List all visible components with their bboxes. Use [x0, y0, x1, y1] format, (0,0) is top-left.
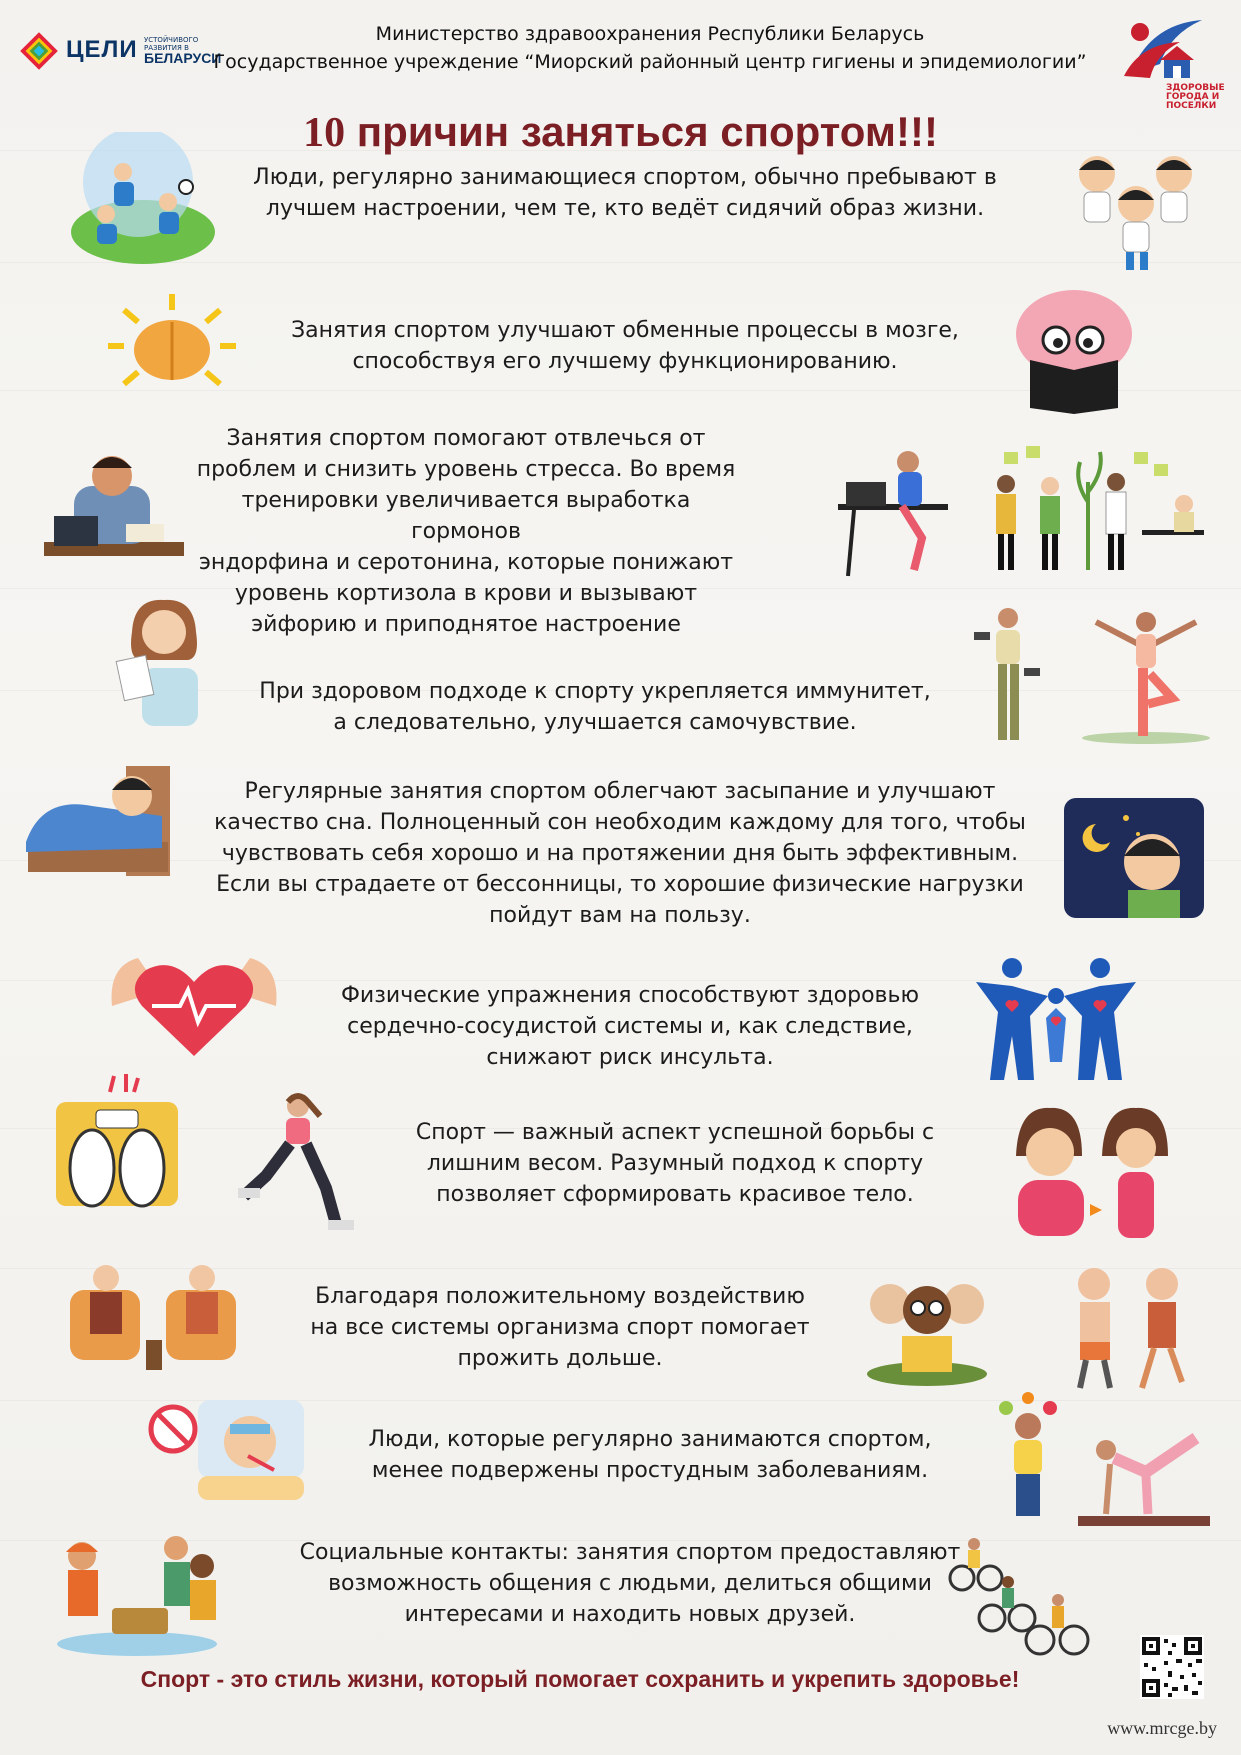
- logo-country: БЕЛАРУСИ: [144, 50, 222, 66]
- reason-1: [230, 162, 1020, 224]
- stressed-man-at-desk-illustration: [44, 446, 184, 570]
- insomnia-person-night-icon: [1064, 798, 1204, 918]
- reason-line: менее подвержены простудным заболеваниям.: [371, 1458, 929, 1483]
- reason-line: чувствовать себя хорошо и на протяжении дня быть эффективным.: [221, 841, 1019, 866]
- logo-small-text: УСТОЙЧИВОГО РАЗВИТИЯ В: [144, 36, 199, 52]
- title-number: 10: [303, 110, 346, 156]
- reason-line: а следовательно, улучшается самочувствие.: [333, 710, 857, 735]
- reason-line: Социальные контакты: занятия спортом предоставляют: [299, 1540, 961, 1565]
- reason-line: уровень кортизола в крови и вызывают: [234, 581, 698, 606]
- elderly-couple-in-armchairs-illustration: [66, 1256, 242, 1376]
- reason-9: [300, 1424, 1000, 1486]
- reason-line: Регулярные занятия спортом облегчают засыпание и улучшают: [244, 779, 996, 804]
- reason-line: лучшем настроении, чем те, кто ведёт сидячий образ жизни.: [265, 196, 985, 221]
- sleeping-boy-in-bed-illustration: [22, 756, 176, 882]
- friends-picnic-illustration: [52, 1526, 222, 1658]
- reason-line: способствуя его лучшему функционированию.: [352, 349, 898, 374]
- reason-3: [186, 423, 746, 640]
- office-team-illustration: [984, 442, 1208, 574]
- family-hearts-icon: [972, 956, 1140, 1080]
- reason-line: При здоровом подходе к спорту укрепляется иммунитет,: [259, 679, 931, 704]
- glowing-brain-icon: [102, 288, 242, 398]
- reason-line: Люди, регулярно занимающиеся спортом, обычно пребывают в: [253, 165, 997, 190]
- title-text: причин заняться спортом!!!: [356, 108, 938, 155]
- reason-5: [180, 776, 1060, 931]
- sdg-wheel-icon: [20, 32, 58, 70]
- reason-6: [280, 980, 980, 1073]
- brain-reading-book-icon: [1008, 286, 1138, 416]
- woman-yoga-plank-illustration: [1076, 1416, 1212, 1528]
- reason-line: сердечно-сосудистой системы и, как следствие,: [347, 1014, 913, 1039]
- healthy-cities-emblem-icon: [1110, 14, 1222, 86]
- qr-code-icon[interactable]: [1140, 1635, 1204, 1699]
- reason-10: [220, 1537, 1040, 1630]
- reason-line: возможность общения с людьми, делиться общими: [328, 1571, 932, 1596]
- weight-loss-before-after-illustration: [1010, 1100, 1174, 1242]
- reason-line: Занятия спортом улучшают обменные процессы в мозге,: [291, 318, 959, 343]
- woman-with-test-result-illustration: [114, 594, 214, 726]
- reason-line: Физические упражнения способствуют здоровью: [340, 983, 919, 1008]
- feet-on-scale-icon: [52, 1072, 182, 1210]
- reason-line: проблем и снизить уровень стресса. Во время: [196, 457, 736, 482]
- footer-slogan: Спорт - это стиль жизни, который помогает сохранить и укрепить здоровье!: [140, 1666, 1020, 1692]
- reason-7: [380, 1117, 970, 1210]
- reason-line: тренировки увеличивается выработка гормонов: [241, 488, 691, 544]
- woman-doing-lunges-illustration: [236, 1092, 360, 1236]
- logo-word: ЦЕЛИ: [66, 36, 138, 63]
- woman-at-laptop-illustration: [834, 448, 952, 578]
- reason-line: Люди, которые регулярно занимаются спортом,: [368, 1427, 932, 1452]
- reason-2: [230, 315, 1020, 377]
- reason-line: снижают риск инсульта.: [486, 1045, 774, 1070]
- happy-seniors-group-illustration: [862, 1264, 992, 1388]
- ministry-name: Министерство здравоохранения Республики Беларусь: [375, 23, 925, 45]
- reason-line: качество сна. Полноценный сон необходим каждому для того, чтобы: [214, 810, 1026, 835]
- reason-line: эйфорию и приподнятое настроение: [251, 612, 681, 637]
- healthy-cities-logo: [1110, 14, 1225, 111]
- kids-playing-football-illustration: [68, 132, 218, 266]
- sick-person-with-thermometer-icon: [196, 1396, 306, 1504]
- woman-with-dumbbells-illustration: [972, 604, 1042, 744]
- healthy-cities-caption: ЗДОРОВЫЕ ГОРОДА И ПОСЕЛКИ: [1166, 83, 1225, 111]
- reason-line: интересами и находить новых друзей.: [404, 1602, 856, 1627]
- woman-yoga-tree-pose-illustration: [1076, 604, 1216, 744]
- reason-line: пойдут вам на пользу.: [489, 903, 751, 928]
- reason-line: прожить дольше.: [457, 1346, 663, 1371]
- reason-8: [280, 1281, 840, 1374]
- elderly-exercising-illustration: [1050, 1262, 1200, 1390]
- reason-line: Если вы страдаете от бессонницы, то хорошие физические нагрузки: [216, 872, 1024, 897]
- woman-with-healthy-food-illustration: [986, 1384, 1068, 1520]
- cyclists-illustration: [944, 1530, 1094, 1664]
- reason-4: [230, 676, 960, 738]
- strong-heart-icon: [102, 946, 286, 1062]
- reason-line: Благодаря положительному воздействию: [315, 1284, 805, 1309]
- reason-line: позволяет сформировать красивое тело.: [436, 1182, 914, 1207]
- reason-line: Занятия спортом помогают отвлечься от: [226, 426, 706, 451]
- institution-name: Государственное учреждение “Миорский районный центр гигиены и эпидемиологии”: [213, 51, 1087, 73]
- website-link[interactable]: www.mrcge.by: [1107, 1718, 1217, 1738]
- reason-line: лишним весом. Разумный подход к спорту: [426, 1151, 924, 1176]
- prohibited-sign-icon: [146, 1402, 200, 1456]
- header-organization: [200, 20, 1100, 76]
- reason-line: на все системы организма спорт помогает: [310, 1315, 810, 1340]
- happy-kids-running-illustration: [1062, 146, 1212, 276]
- reason-line: Спорт — важный аспект успешной борьбы с: [415, 1120, 935, 1145]
- reason-line: эндорфина и серотонина, которые понижают: [198, 550, 734, 575]
- sdg-belarus-logo: [20, 26, 222, 76]
